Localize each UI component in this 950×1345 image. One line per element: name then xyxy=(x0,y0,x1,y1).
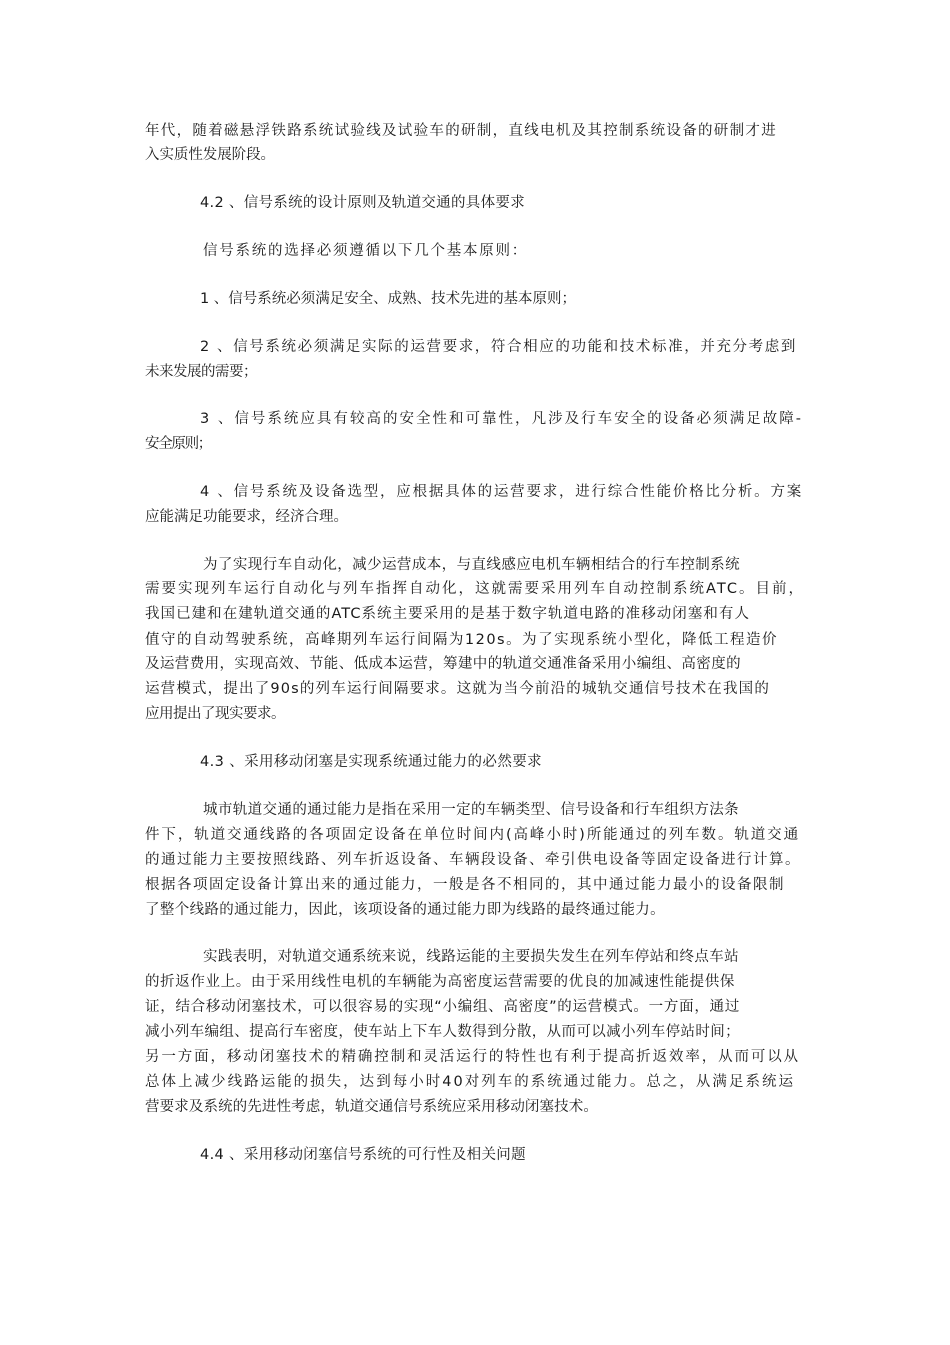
text-line: 及运营费用，实现高效、节能、低成本运营，筹建中的轨道交通准备采用小编组、高密度的 xyxy=(145,656,741,672)
text-line: 为了实现行车自动化，减少运营成本，与直线感应电机车辆相结合的行车控制系统 xyxy=(203,557,740,573)
text-line: 信号系统的选择必须遵循以下几个基本原则： xyxy=(203,243,528,259)
text-line: 了整个线路的通过能力，因此，该项设备的通过能力即为线路的最终通过能力。 xyxy=(145,902,665,918)
text-line: 根据各项固定设备计算出来的通过能力，一般是各不相同的，其中通过能力最小的设备限制 xyxy=(145,877,785,893)
text-line: 需要实现列车运行自动化与列车指挥自动化，这就需要采用列车自动控制系统ATC。目前， xyxy=(145,581,805,597)
text-line: 的折返作业上。由于采用线性电机的车辆能为高密度运营需要的优良的加减速性能提供保 xyxy=(145,974,735,990)
section-heading: 4.3 、采用移动闭塞是实现系统通过能力的必然要求 xyxy=(200,754,542,770)
text-line: 的通过能力主要按照线路、列车折返设备、车辆段设备、牵引供电设备等固定设备进行计算。 xyxy=(145,852,801,868)
text-line: 实践表明，对轨道交通系统来说，线路运能的主要损失发生在列车停站和终点车站 xyxy=(203,949,739,965)
text-line: 值守的自动驾驶系统，高峰期列车运行间隔为120s。为了实现系统小型化，降低工程造价 xyxy=(145,632,778,648)
text-line: 另一方面，移动闭塞技术的精确控制和灵活运行的特性也有利于提高折返效率，从而可以从 xyxy=(145,1049,800,1065)
text-line: 入实质性发展阶段。 xyxy=(145,147,275,163)
list-item: 1 、信号系统必须满足安全、成熟、技术先进的基本原则； xyxy=(200,291,576,307)
text-line: 应能满足功能要求，经济合理。 xyxy=(145,509,348,525)
text-line: 减小列车编组、提高行车密度，使车站上下车人数得到分散，从而可以减小列车停站时间； xyxy=(145,1024,740,1040)
text-line: 应用提出了现实要求。 xyxy=(145,706,285,722)
list-item: 2 、信号系统必须满足实际的运营要求，符合相应的功能和技术标准，并充分考虑到 xyxy=(200,339,797,355)
text-line: 安全原则； xyxy=(145,436,211,452)
list-item: 3 、信号系统应具有较高的安全性和可靠性，凡涉及行车安全的设备必须满足故障- xyxy=(200,411,803,427)
section-heading: 4.4 、采用移动闭塞信号系统的可行性及相关问题 xyxy=(200,1147,526,1163)
text-line: 证，结合移动闭塞技术，可以很容易的实现“小编组、高密度”的运营模式。一方面，通过 xyxy=(145,999,740,1015)
list-item: 4 、信号系统及设备选型，应根据具体的运营要求，进行综合性能价格比分析。方案 xyxy=(200,484,803,500)
text-line: 我国已建和在建轨道交通的ATC系统主要采用的是基于数字轨道电路的准移动闭塞和有人 xyxy=(145,606,750,622)
text-line: 未来发展的需要； xyxy=(145,364,257,380)
text-line: 总体上减少线路运能的损失，达到每小时40对列车的系统通过能力。总之，从满足系统运 xyxy=(145,1074,795,1090)
text-line: 年代，随着磁悬浮铁路系统试验线及试验车的研制，直线电机及其控制系统设备的研制才进 xyxy=(145,123,777,139)
text-line: 营要求及系统的先进性考虑，轨道交通信号系统应采用移动闭塞技术。 xyxy=(145,1099,598,1115)
text-line: 城市轨道交通的通过能力是指在采用一定的车辆类型、信号设备和行车组织方法条 xyxy=(203,802,739,818)
section-heading: 4.2 、信号系统的设计原则及轨道交通的具体要求 xyxy=(200,195,525,211)
text-line: 运营模式，提出了90s的列车运行间隔要求。这就为当今前沿的城轨交通信号技术在我国的 xyxy=(145,681,770,697)
text-line: 件下，轨道交通线路的各项固定设备在单位时间内(高峰小时)所能通过的列车数。轨道交通 xyxy=(145,827,800,843)
